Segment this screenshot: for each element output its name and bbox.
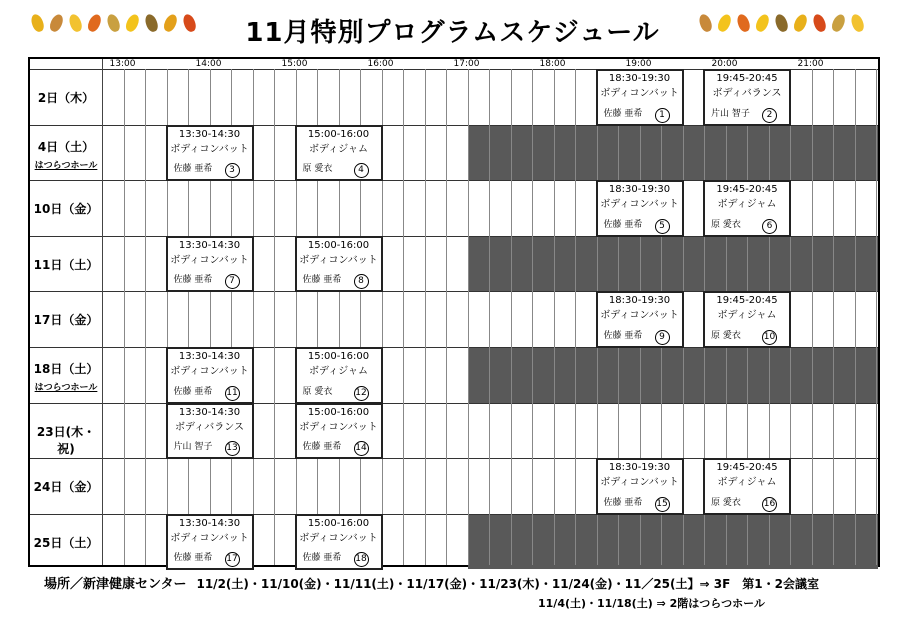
session-number-badge: 3 (225, 163, 240, 178)
session-program: ボディジャム (309, 143, 368, 155)
session-time: 15:00-16:00 (307, 239, 370, 251)
session-time: 18:30-19:30 (608, 184, 671, 196)
session-program: ボディコンバット (170, 366, 249, 377)
session-card[interactable] (166, 514, 254, 571)
time-column-line (468, 69, 469, 565)
time-header-label: 19:00 (625, 59, 652, 69)
session-instructor: 佐藤 亜希 (302, 442, 342, 453)
session-card[interactable] (295, 514, 383, 571)
session-program: ボディコンバット (600, 88, 679, 99)
time-header-label: 16:00 (367, 59, 394, 69)
time-column-line (554, 69, 555, 565)
closed-slot-area (468, 347, 879, 403)
footer-hall-line: 11/4(土)・11/18(土) ⇒ 2階はつらつホール (538, 597, 765, 610)
session-time: 13:30-14:30 (178, 406, 241, 418)
session-card[interactable] (166, 236, 254, 293)
day-label-text: 23日(木・祝) (36, 424, 96, 456)
session-program: ボディコンバット (170, 532, 249, 544)
session-program: ボディバランス (175, 421, 244, 433)
session-instructor: 原 愛衣 (711, 330, 741, 341)
session-time: 15:00-16:00 (307, 517, 370, 529)
session-time: 13:30-14:30 (178, 517, 241, 529)
session-number-badge: 13 (225, 441, 240, 456)
session-instructor: 佐藤 亜希 (173, 275, 213, 286)
time-column-line (425, 69, 426, 565)
session-instructor: 原 愛衣 (302, 386, 333, 397)
day-venue-note: はつらつホール (34, 383, 98, 393)
session-number-badge: 4 (354, 163, 369, 178)
time-column-line (145, 69, 146, 565)
closed-slot-area (468, 236, 879, 292)
session-time: 19:45-20:45 (716, 295, 778, 307)
day-label (30, 311, 102, 328)
session-number-badge: 8 (354, 274, 369, 289)
session-instructor: 佐藤 亜希 (603, 330, 643, 341)
session-number-badge: 14 (354, 441, 369, 456)
day-label-text: 11日（土） (33, 257, 99, 272)
session-number-badge: 18 (354, 552, 369, 567)
session-number-badge: 17 (225, 552, 240, 567)
time-column-line (511, 69, 512, 565)
time-column-line (124, 69, 125, 565)
day-label (30, 534, 102, 551)
session-program: ボディコンバット (600, 310, 679, 322)
session-card[interactable] (166, 347, 254, 404)
session-number-badge: 12 (354, 386, 369, 401)
session-card[interactable] (596, 291, 684, 348)
session-program: ボディコンバット (170, 254, 249, 266)
session-number-badge: 9 (655, 330, 670, 345)
closed-slot-area (468, 125, 879, 181)
session-instructor: 佐藤 亜希 (173, 553, 213, 564)
day-label-text: 4日（土） (37, 139, 95, 154)
day-label (30, 89, 102, 106)
session-number-badge: 11 (225, 386, 240, 401)
session-program: ボディコンバット (600, 199, 679, 211)
session-instructor: 佐藤 亜希 (173, 386, 213, 397)
time-column-line (489, 69, 490, 565)
session-time: 18:30-19:30 (608, 295, 671, 307)
session-program: ボディコンバット (299, 421, 378, 433)
session-time: 13:30-14:30 (178, 239, 241, 251)
time-header-label: 17:00 (453, 59, 480, 69)
session-program: ボディバランス (712, 88, 782, 99)
day-label (30, 200, 102, 217)
session-card[interactable] (166, 403, 254, 460)
day-label (30, 478, 102, 495)
session-instructor: 原 愛衣 (711, 497, 741, 508)
session-program: ボディジャム (717, 310, 777, 322)
session-number-badge: 1 (655, 108, 670, 123)
session-card[interactable] (295, 236, 383, 293)
session-program: ボディコンバット (170, 143, 249, 155)
session-number-badge: 5 (655, 219, 670, 234)
closed-slot-area (468, 514, 879, 570)
session-instructor: 佐藤 亜希 (603, 497, 643, 508)
time-column-line (812, 69, 813, 565)
time-column-line (532, 69, 533, 565)
day-venue-note: はつらつホール (34, 160, 98, 171)
day-label (30, 360, 102, 393)
location-label: 場所／新津健康センター (44, 577, 187, 592)
session-card[interactable] (703, 291, 791, 348)
session-time: 19:45-20:45 (716, 462, 778, 474)
session-number-badge: 10 (762, 330, 777, 345)
session-instructor: 原 愛衣 (711, 219, 741, 230)
session-number-badge: 7 (225, 274, 240, 289)
session-time: 18:30-19:30 (608, 462, 671, 474)
time-column-line (403, 69, 404, 565)
session-card[interactable] (295, 403, 383, 460)
row-divider (30, 403, 878, 404)
session-program: ボディジャム (717, 199, 777, 211)
day-label-text: 17日（金） (33, 313, 99, 328)
session-card[interactable] (166, 125, 254, 182)
session-card[interactable] (703, 69, 791, 126)
session-number-badge: 2 (762, 108, 777, 123)
session-time: 13:30-14:30 (178, 128, 241, 140)
time-column-line (833, 69, 834, 565)
time-header-label: 13:00 (109, 59, 136, 69)
label-column-divider (102, 59, 103, 565)
session-program: ボディジャム (717, 477, 777, 489)
session-time: 15:00-16:00 (307, 406, 370, 418)
schedule-grid (28, 57, 880, 567)
session-time: 13:30-14:30 (178, 351, 241, 362)
session-card[interactable] (295, 347, 383, 404)
session-number-badge: 16 (762, 497, 777, 512)
session-time: 15:00-16:00 (307, 351, 370, 362)
location-dates-main: 11/2(土)・11/10(金)・11/11(土)・11/17(金)・11/23(木)・11/24(金)・11／25(土】⇒ 3F 第1・2会議室 (196, 577, 819, 591)
page-title: 11月特別プログラムスケジュール (245, 18, 660, 48)
time-header-label: 14:00 (195, 59, 222, 69)
session-instructor: 佐藤 亜希 (302, 275, 342, 286)
session-program: ボディコンバット (600, 477, 679, 489)
session-instructor: 佐藤 亜希 (173, 164, 213, 175)
day-label (30, 423, 102, 457)
time-column-line (274, 69, 275, 565)
time-column-line (876, 69, 877, 565)
time-header-label: 15:00 (281, 59, 308, 69)
session-program: ボディジャム (309, 366, 368, 377)
session-time: 15:00-16:00 (307, 128, 370, 140)
session-program: ボディコンバット (299, 532, 378, 544)
session-instructor: 佐藤 亜希 (603, 219, 643, 230)
day-label-text: 25日（土） (33, 535, 99, 550)
session-instructor: 片山 智子 (711, 108, 750, 119)
session-card[interactable] (703, 180, 791, 237)
session-time: 19:45-20:45 (716, 184, 778, 196)
session-card[interactable] (295, 125, 383, 182)
session-number-badge: 15 (655, 497, 670, 512)
footer-location-line (44, 573, 819, 592)
time-header-label: 21:00 (797, 59, 824, 69)
session-card[interactable] (703, 458, 791, 515)
session-card[interactable] (596, 458, 684, 515)
session-time: 19:45-20:45 (716, 73, 778, 84)
session-number-badge: 6 (762, 219, 777, 234)
time-column-line (575, 69, 576, 565)
session-card[interactable] (596, 180, 684, 237)
session-program: ボディコンバット (299, 254, 378, 266)
day-label-text: 2日（木） (37, 91, 95, 105)
day-label (30, 138, 102, 171)
day-label-text: 24日（金） (33, 480, 99, 495)
day-label (30, 256, 102, 273)
session-instructor: 原 愛衣 (302, 164, 333, 175)
time-column-line (446, 69, 447, 565)
day-label-text: 18日（土） (33, 362, 99, 376)
session-instructor: 片山 智子 (173, 442, 213, 453)
session-time: 18:30-19:30 (608, 73, 671, 84)
time-column-line (855, 69, 856, 565)
time-header-label: 18:00 (539, 59, 566, 69)
session-instructor: 佐藤 亜希 (603, 108, 643, 119)
day-label-text: 10日（金） (33, 202, 99, 217)
session-instructor: 佐藤 亜希 (302, 553, 342, 564)
time-header-label: 20:00 (711, 59, 738, 69)
session-card[interactable] (596, 69, 684, 126)
